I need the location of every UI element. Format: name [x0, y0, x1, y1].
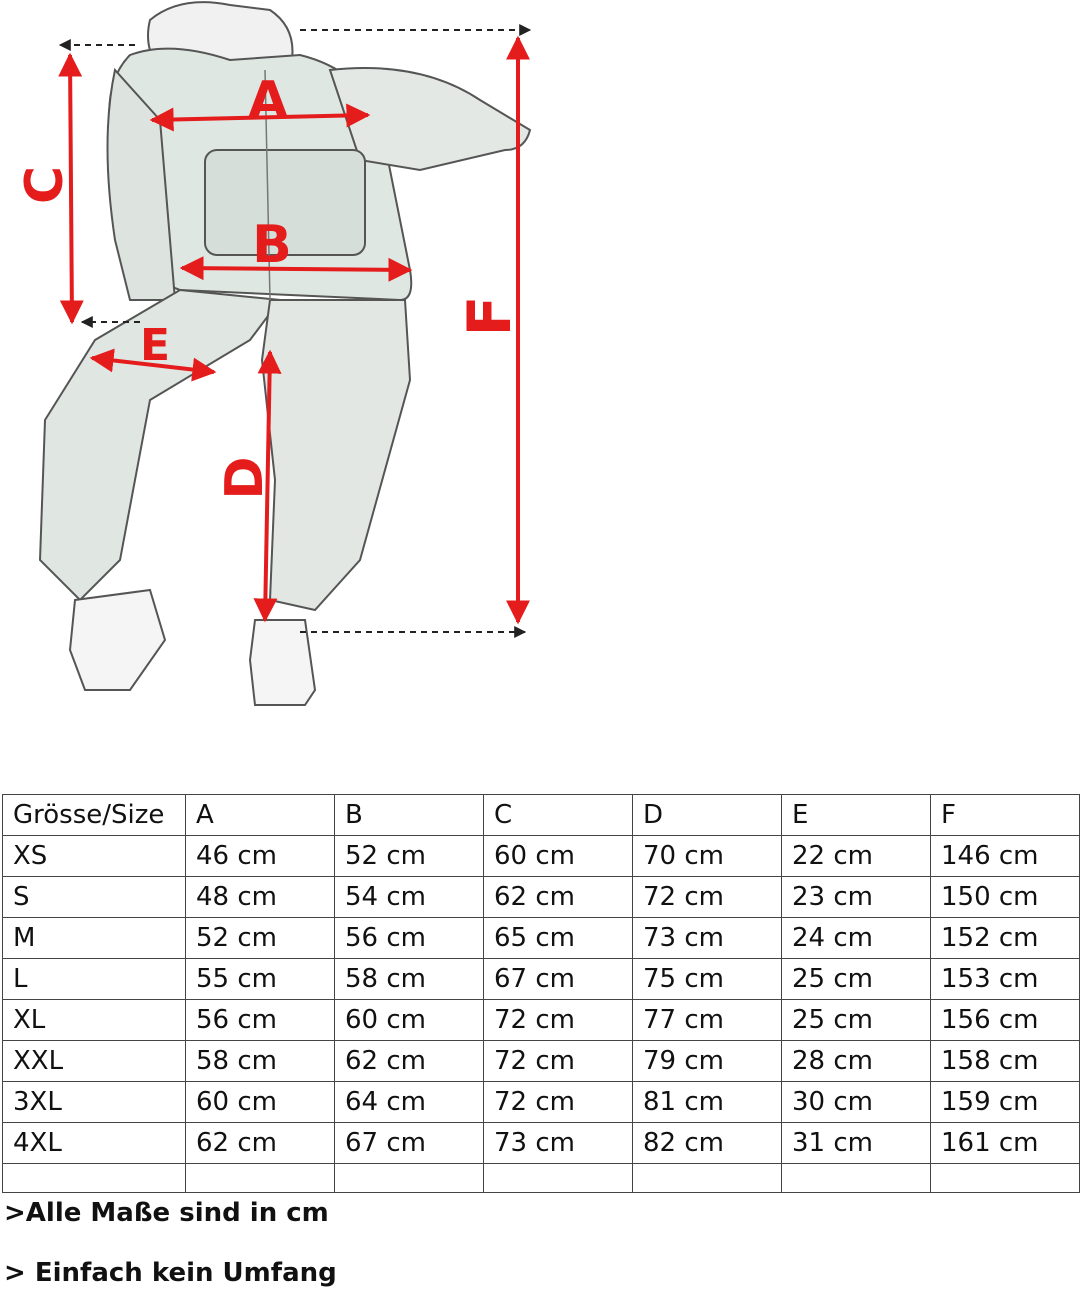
size-cell: 3XL [3, 1082, 186, 1123]
measurement-cell: 158 cm [931, 1041, 1080, 1082]
measurement-cell: 72 cm [484, 1041, 633, 1082]
measurement-cell: 153 cm [931, 959, 1080, 1000]
measurement-cell: 22 cm [782, 836, 931, 877]
jumpsuit-measurement-illustration [0, 0, 560, 720]
empty-cell [3, 1164, 186, 1193]
measurement-cell: 72 cm [484, 1000, 633, 1041]
measurement-cell: 60 cm [335, 1000, 484, 1041]
header-c: C [484, 795, 633, 836]
note-all-measurements-cm: >Alle Maße sind in cm [4, 1198, 329, 1228]
table-row [3, 1000, 1080, 1041]
measurement-cell: 25 cm [782, 959, 931, 1000]
measurement-cell: 72 cm [633, 877, 782, 918]
empty-table-row [3, 1164, 1080, 1193]
header-d: D [633, 795, 782, 836]
size-cell: XL [3, 1000, 186, 1041]
measurement-cell: 65 cm [484, 918, 633, 959]
size-cell: M [3, 918, 186, 959]
table-body [3, 836, 1080, 1193]
header-size: Grösse/Size [3, 795, 186, 836]
measurement-cell: 23 cm [782, 877, 931, 918]
measurement-cell: 161 cm [931, 1123, 1080, 1164]
size-cell: XS [3, 836, 186, 877]
measurement-cell: 56 cm [335, 918, 484, 959]
header-a: A [186, 795, 335, 836]
measurement-cell: 28 cm [782, 1041, 931, 1082]
measurement-cell: 152 cm [931, 918, 1080, 959]
header-b: B [335, 795, 484, 836]
empty-cell [931, 1164, 1080, 1193]
label-b: B [252, 215, 292, 275]
measurement-cell: 54 cm [335, 877, 484, 918]
measurement-cell: 31 cm [782, 1123, 931, 1164]
measurement-cell: 48 cm [186, 877, 335, 918]
measurement-cell: 156 cm [931, 1000, 1080, 1041]
measurement-cell: 24 cm [782, 918, 931, 959]
measurement-cell: 30 cm [782, 1082, 931, 1123]
measurement-cell: 60 cm [484, 836, 633, 877]
empty-cell [484, 1164, 633, 1193]
size-cell: L [3, 959, 186, 1000]
measurement-cell: 75 cm [633, 959, 782, 1000]
label-c: C [15, 165, 75, 205]
measurement-cell: 46 cm [186, 836, 335, 877]
measurement-cell: 82 cm [633, 1123, 782, 1164]
measurement-cell: 58 cm [335, 959, 484, 1000]
measurement-cell: 81 cm [633, 1082, 782, 1123]
empty-cell [186, 1164, 335, 1193]
measurement-cell: 62 cm [484, 877, 633, 918]
measurement-cell: 150 cm [931, 877, 1080, 918]
measurement-cell: 73 cm [633, 918, 782, 959]
measurement-cell: 79 cm [633, 1041, 782, 1082]
measurement-cell: 62 cm [335, 1041, 484, 1082]
measurement-cell: 62 cm [186, 1123, 335, 1164]
measurement-cell: 56 cm [186, 1000, 335, 1041]
label-e: E [139, 320, 171, 371]
note-no-circumference: > Einfach kein Umfang [4, 1258, 337, 1288]
size-cell: XXL [3, 1041, 186, 1082]
size-cell: 4XL [3, 1123, 186, 1164]
size-cell: S [3, 877, 186, 918]
table-row [3, 836, 1080, 877]
measurement-cell: 60 cm [186, 1082, 335, 1123]
measurement-cell: 146 cm [931, 836, 1080, 877]
measurement-cell: 55 cm [186, 959, 335, 1000]
label-d: D [215, 456, 275, 500]
table-row [3, 877, 1080, 918]
arrow-b [182, 268, 410, 270]
empty-cell [782, 1164, 931, 1193]
measurement-cell: 25 cm [782, 1000, 931, 1041]
table-row [3, 1082, 1080, 1123]
measurement-cell: 67 cm [335, 1123, 484, 1164]
header-f: F [931, 795, 1080, 836]
table-row [3, 1123, 1080, 1164]
measurement-cell: 77 cm [633, 1000, 782, 1041]
measurement-cell: 70 cm [633, 836, 782, 877]
table-row [3, 918, 1080, 959]
measurement-cell: 52 cm [335, 836, 484, 877]
measurement-cell: 159 cm [931, 1082, 1080, 1123]
measurement-cell: 72 cm [484, 1082, 633, 1123]
size-table [2, 794, 1080, 1193]
measurement-cell: 52 cm [186, 918, 335, 959]
table-row [3, 1041, 1080, 1082]
measurement-cell: 67 cm [484, 959, 633, 1000]
label-f: F [455, 295, 525, 337]
label-a: A [247, 71, 289, 131]
measurement-cell: 64 cm [335, 1082, 484, 1123]
empty-cell [335, 1164, 484, 1193]
header-e: E [782, 795, 931, 836]
table-row [3, 959, 1080, 1000]
table-header-row [3, 795, 1080, 836]
empty-cell [633, 1164, 782, 1193]
measurement-cell: 58 cm [186, 1041, 335, 1082]
measurement-cell: 73 cm [484, 1123, 633, 1164]
